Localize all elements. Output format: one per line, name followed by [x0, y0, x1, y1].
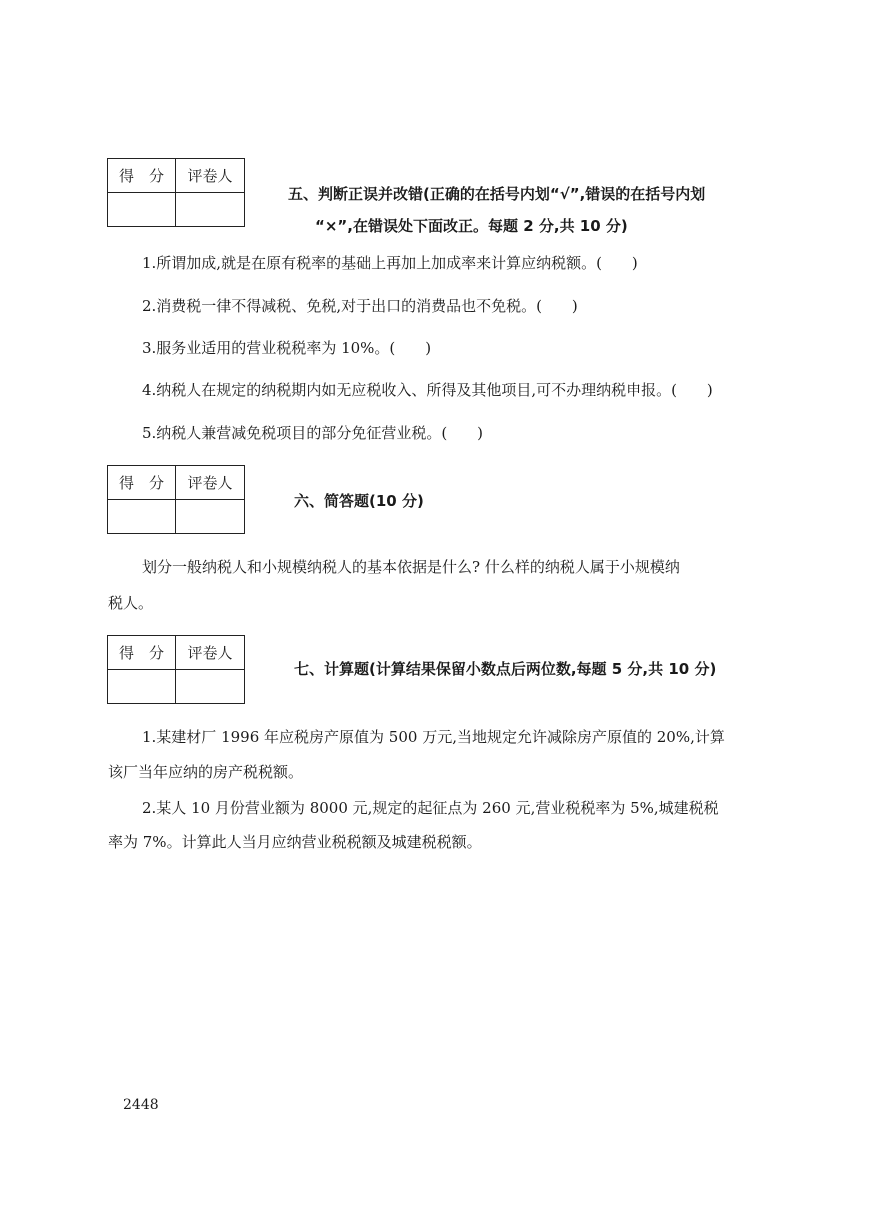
section6-question-line2: 税人。 — [108, 594, 154, 612]
section5-item-2: 2.消费税一律不得减税、免税,对于出口的消费品也不免税。( ) — [142, 297, 578, 315]
section5-item-5: 5.纳税人兼营减免税项目的部分免征营业税。( ) — [142, 424, 484, 442]
section7-q1-line2: 该厂当年应纳的房产税税额。 — [108, 763, 304, 781]
grader-cell[interactable] — [176, 193, 245, 227]
grader-label: 评卷人 — [176, 636, 245, 670]
section5-item-1: 1.所谓加成,就是在原有税率的基础上再加上加成率来计算应纳税额。( ) — [142, 254, 638, 272]
section7-title: 七、计算题(计算结果保留小数点后两位数,每题 5 分,共 10 分) — [294, 660, 717, 678]
score-label: 得 分 — [108, 466, 176, 500]
grader-label: 评卷人 — [176, 466, 245, 500]
section6-question-line1: 划分一般纳税人和小规模纳税人的基本依据是什么? 什么样的纳税人属于小规模纳 — [142, 558, 680, 576]
page-number: 2448 — [123, 1097, 159, 1113]
grader-cell[interactable] — [176, 670, 245, 704]
section7-q2-line2: 率为 7%。计算此人当月应纳营业税税额及城建税税额。 — [108, 833, 482, 851]
score-box-section7 — [107, 635, 245, 704]
section5-title-line2: “×”,在错误处下面改正。每题 2 分,共 10 分) — [315, 217, 628, 235]
section6-title: 六、简答题(10 分) — [294, 492, 424, 510]
section5-title-line1: 五、判断正误并改错(正确的在括号内划“√”,错误的在括号内划 — [288, 185, 706, 203]
score-cell[interactable] — [108, 670, 176, 704]
score-cell[interactable] — [108, 500, 176, 534]
score-box-section6 — [107, 465, 245, 534]
section5-item-4: 4.纳税人在规定的纳税期内如无应税收入、所得及其他项目,可不办理纳税申报。( ) — [142, 381, 713, 399]
grader-label: 评卷人 — [176, 159, 245, 193]
section5-item-3: 3.服务业适用的营业税税率为 10%。( ) — [142, 339, 432, 357]
section7-q2-line1: 2.某人 10 月份营业额为 8000 元,规定的起征点为 260 元,营业税税率为 5%,城建税税 — [142, 799, 719, 817]
score-label: 得 分 — [108, 159, 176, 193]
section7-q1-line1: 1.某建材厂 1996 年应税房产原值为 500 万元,当地规定允许减除房产原值的 20%,计算 — [142, 728, 725, 746]
score-box-section5 — [107, 158, 245, 227]
score-label: 得 分 — [108, 636, 176, 670]
grader-cell[interactable] — [176, 500, 245, 534]
score-cell[interactable] — [108, 193, 176, 227]
